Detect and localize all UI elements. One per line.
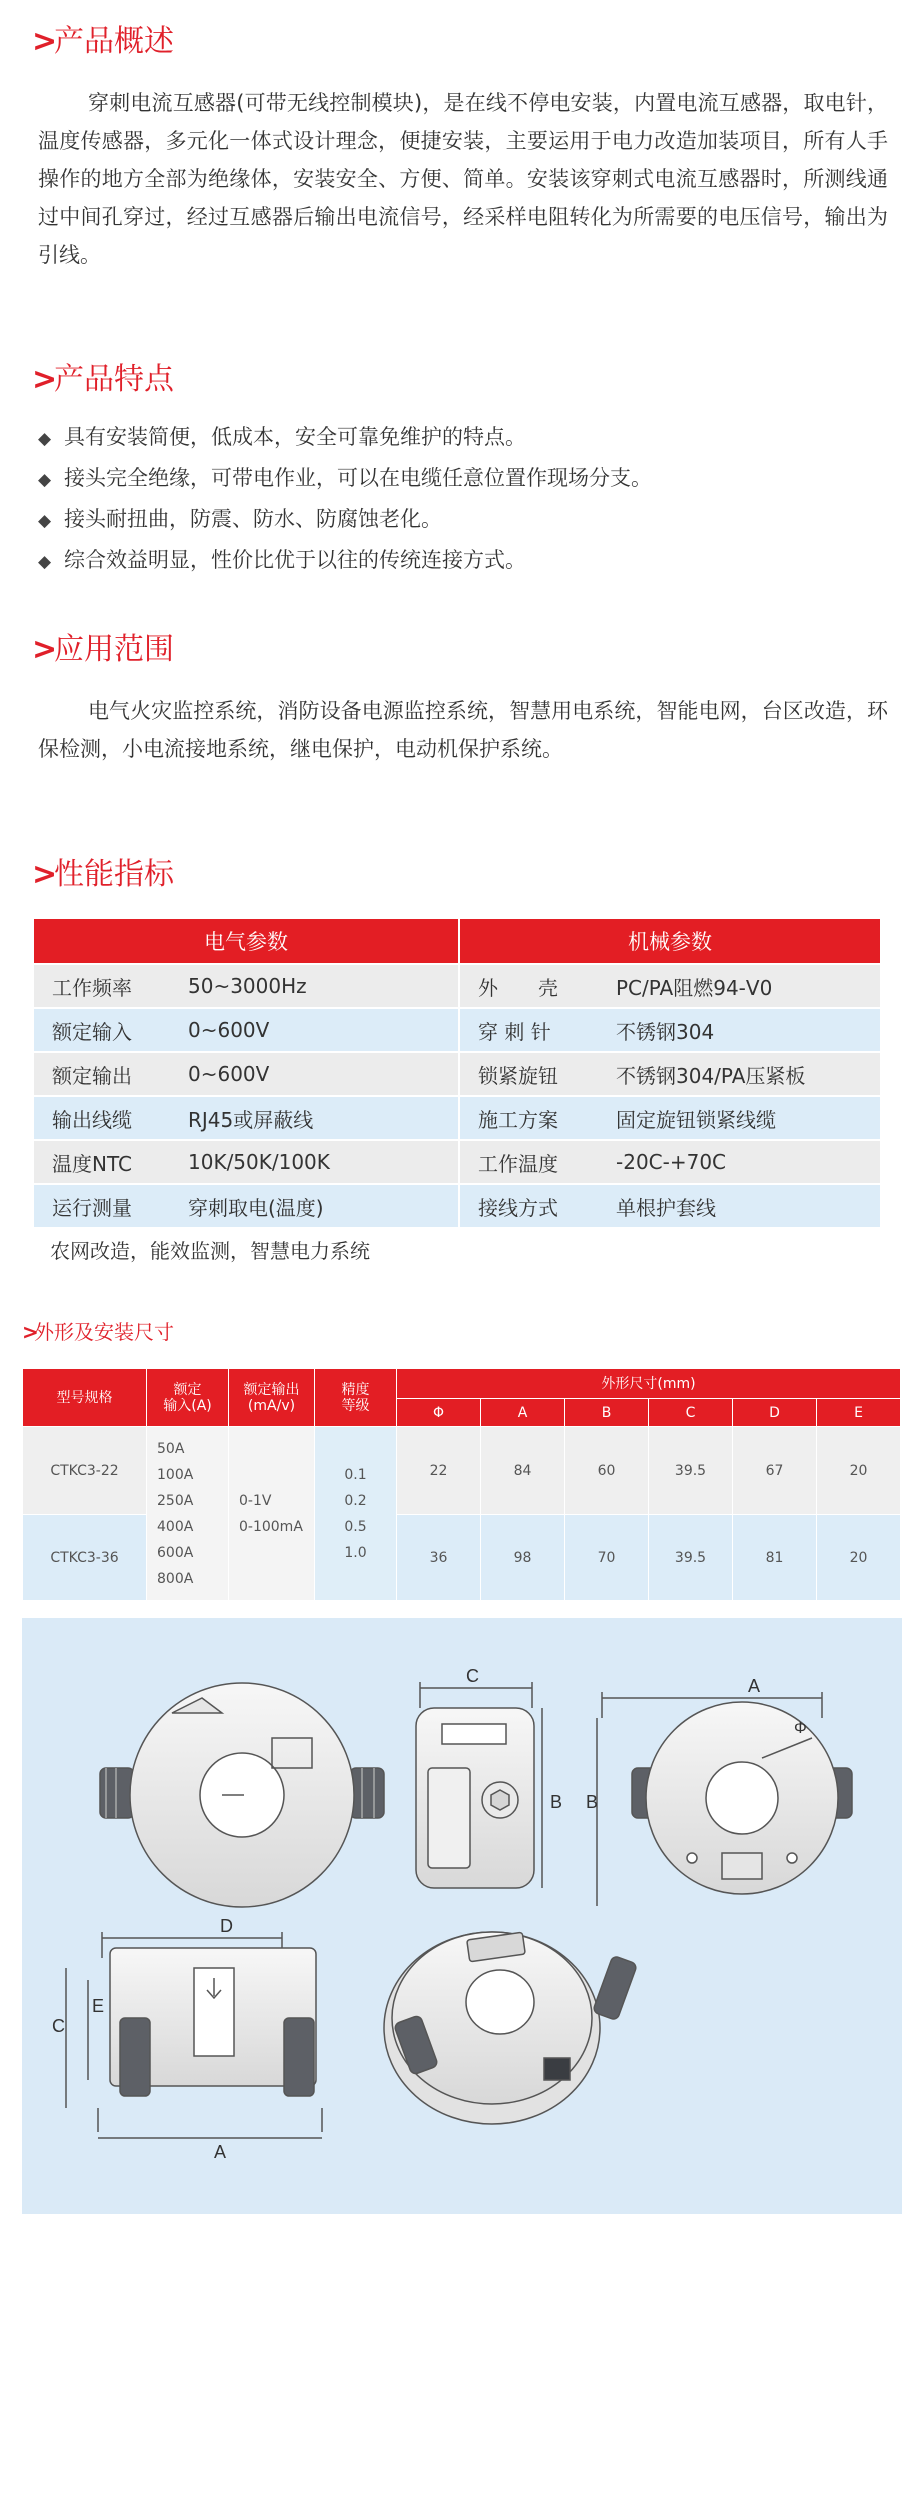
- chevron-right-icon: >: [32, 24, 58, 59]
- front-view-drawing: [100, 1683, 384, 1907]
- section-title-features: [32, 360, 174, 400]
- header-rated-input: 额定 输入(A): [147, 1369, 229, 1427]
- dim-cell: 67: [733, 1427, 817, 1515]
- rear-view-drawing: [586, 1676, 852, 1906]
- application-paragraph: 电气火灾监控系统，消防设备电源监控系统，智慧用电系统，智能电网，台区改造，环保检测，小电流接地系统，继电保护，电动机保护系统。: [38, 699, 888, 761]
- param-label: 外 壳: [460, 965, 604, 1007]
- param-value: 50~3000Hz: [176, 965, 460, 1007]
- header-c: C: [649, 1399, 733, 1427]
- header-phi: Φ: [397, 1399, 481, 1427]
- header-electrical: 电气参数: [34, 919, 460, 963]
- header-mechanical: 机械参数: [460, 919, 880, 963]
- accuracy-cell: [315, 1427, 397, 1601]
- side-view-drawing: [416, 1666, 562, 1888]
- section-title-text: 产品特点: [54, 362, 174, 397]
- input-value: 600A: [157, 1544, 194, 1561]
- performance-table: [34, 917, 880, 1229]
- dim-cell: 20: [817, 1427, 901, 1515]
- section-title-dimensions: [22, 1318, 174, 1346]
- param-label: 工作频率: [34, 965, 176, 1007]
- param-value: -20C-+70C: [604, 1141, 880, 1183]
- diamond-bullet-icon: ◆: [38, 552, 52, 572]
- param-value: 单根护套线: [604, 1185, 880, 1227]
- param-value: 固定旋钮锁紧线缆: [604, 1097, 880, 1139]
- dim-label-b: B: [586, 1792, 599, 1812]
- diamond-bullet-icon: ◆: [38, 511, 52, 531]
- dim-label-a: A: [748, 1676, 761, 1696]
- input-value: 250A: [157, 1492, 194, 1509]
- output-value: 0-100mA: [239, 1518, 303, 1535]
- dim-cell: 70: [565, 1515, 649, 1601]
- dim-cell: 60: [565, 1427, 649, 1515]
- param-label: 施工方案: [460, 1097, 604, 1139]
- header-model: 型号规格: [23, 1369, 147, 1427]
- dim-cell: 39.5: [649, 1427, 733, 1515]
- param-label: 温度NTC: [34, 1141, 176, 1183]
- feature-item: [38, 541, 652, 582]
- section-title-text: 性能指标: [54, 857, 174, 892]
- table-row: [34, 1097, 880, 1139]
- param-value: 穿刺取电(温度): [176, 1185, 460, 1227]
- accuracy-value: 0.2: [344, 1492, 367, 1509]
- table-row: [34, 1009, 880, 1051]
- accuracy-value: 0.1: [344, 1466, 367, 1483]
- isometric-view-drawing: [384, 1932, 637, 2124]
- input-value: 400A: [157, 1518, 194, 1535]
- dim-label-d: D: [220, 1916, 233, 1936]
- header-e: E: [817, 1399, 901, 1427]
- dim-cell: 84: [481, 1427, 565, 1515]
- chevron-right-icon: >: [32, 632, 58, 667]
- param-value: 0~600V: [176, 1053, 460, 1095]
- input-value: 50A: [157, 1440, 185, 1457]
- dim-label-c: C: [466, 1666, 479, 1686]
- section-title-text: 应用范围: [54, 632, 174, 667]
- section-title-text: 产品概述: [54, 24, 174, 59]
- model-cell: CTKC3-36: [23, 1515, 147, 1601]
- dim-label-c: C: [52, 2016, 65, 2036]
- header-rated-output: 额定输出 (mA/v): [229, 1369, 315, 1427]
- chevron-right-icon: >: [32, 857, 58, 892]
- table-row: [34, 965, 880, 1007]
- output-value: 0-1V: [239, 1492, 272, 1509]
- overview-paragraph: 穿刺电流互感器(可带无线控制模块)，是在线不停电安装，内置电流互感器，取电针，温度传感器，多元化一体式设计理念，便捷安装，主要运用于电力改造加装项目，所有人手操作的地方全部为绝缘体，安装安全、方便、简单。安装该穿刺式电流互感器时，所测线通过中间孔穿过，经过互感器后输出电流信号，经采样电阻转化为所需要的电压信号，输出为引线。: [38, 91, 888, 267]
- dim-cell: 36: [397, 1515, 481, 1601]
- param-label: 工作温度: [460, 1141, 604, 1183]
- table-row: [23, 1427, 901, 1515]
- dim-cell: 39.5: [649, 1515, 733, 1601]
- feature-text: 综合效益明显，性价比优于以往的传统连接方式。: [64, 548, 526, 572]
- header-a: A: [481, 1399, 565, 1427]
- dim-cell: 81: [733, 1515, 817, 1601]
- input-value: 800A: [157, 1570, 194, 1587]
- param-value: 0~600V: [176, 1009, 460, 1051]
- chevron-right-icon: >: [22, 1320, 39, 1344]
- param-value: 10K/50K/100K: [176, 1141, 460, 1183]
- table-row: [34, 1185, 880, 1227]
- dim-label-e: E: [92, 1996, 105, 2016]
- header-d: D: [733, 1399, 817, 1427]
- feature-list: [38, 418, 652, 582]
- section-title-overview: [32, 22, 174, 62]
- dim-label-phi: Φ: [794, 1720, 807, 1737]
- param-label: 接线方式: [460, 1185, 604, 1227]
- section-title-application: [32, 630, 174, 670]
- rated-output-cell: [229, 1427, 315, 1601]
- feature-item: [38, 459, 652, 500]
- feature-item: [38, 500, 652, 541]
- feature-text: 具有安装简便，低成本，安全可靠免维护的特点。: [64, 425, 526, 449]
- diamond-bullet-icon: ◆: [38, 429, 52, 449]
- dim-label-a: A: [214, 2142, 227, 2162]
- input-value: 100A: [157, 1466, 194, 1483]
- diamond-bullet-icon: ◆: [38, 470, 52, 490]
- table-row: [34, 1053, 880, 1095]
- accuracy-value: 1.0: [344, 1544, 367, 1561]
- rated-input-cell: [147, 1427, 229, 1601]
- dimensions-table: [22, 1368, 901, 1601]
- feature-item: [38, 418, 652, 459]
- performance-note: 农网改造，能效监测，智慧电力系统: [50, 1239, 370, 1263]
- param-value: RJ45或屏蔽线: [176, 1097, 460, 1139]
- table-row: [34, 1141, 880, 1183]
- header-b: B: [565, 1399, 649, 1427]
- param-value: 不锈钢304: [604, 1009, 880, 1051]
- dim-cell: 98: [481, 1515, 565, 1601]
- chevron-right-icon: >: [32, 362, 58, 397]
- param-label: 输出线缆: [34, 1097, 176, 1139]
- header-outline: 外形尺寸(mm): [397, 1369, 901, 1399]
- section-title-performance: [32, 855, 174, 895]
- feature-text: 接头耐扭曲，防震、防水、防腐蚀老化。: [64, 507, 442, 531]
- bottom-view-drawing: [52, 1916, 322, 2162]
- param-label: 穿 刺 针: [460, 1009, 604, 1051]
- param-label: 锁紧旋钮: [460, 1053, 604, 1095]
- param-value: PC/PA阻燃94-V0: [604, 965, 880, 1007]
- section-title-text: 外形及安装尺寸: [34, 1320, 174, 1344]
- param-value: 不锈钢304/PA压紧板: [604, 1053, 880, 1095]
- dimension-drawing-panel: [22, 1618, 902, 2214]
- model-cell: CTKC3-22: [23, 1427, 147, 1515]
- accuracy-value: 0.5: [344, 1518, 367, 1535]
- param-label: 额定输入: [34, 1009, 176, 1051]
- param-label: 运行测量: [34, 1185, 176, 1227]
- dim-cell: 20: [817, 1515, 901, 1601]
- dim-cell: 22: [397, 1427, 481, 1515]
- param-label: 额定输出: [34, 1053, 176, 1095]
- dim-label-b: B: [550, 1792, 563, 1812]
- dimension-drawings: [22, 1618, 902, 2214]
- header-accuracy: 精度 等级: [315, 1369, 397, 1427]
- feature-text: 接头完全绝缘，可带电作业，可以在电缆任意位置作现场分支。: [64, 466, 652, 490]
